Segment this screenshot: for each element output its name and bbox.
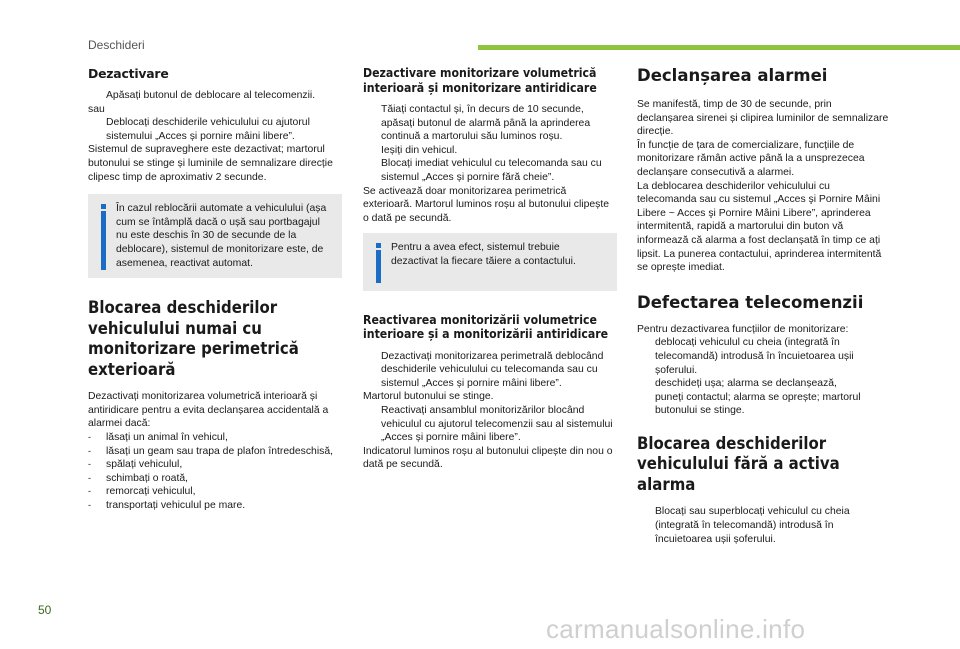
- bullet-icon: [88, 116, 106, 143]
- bullet-icon: [637, 391, 655, 418]
- heading-reactivare: Reactivarea monitorizării volumetrice interioare și a monitorizării antiridicare: [363, 312, 609, 342]
- list-item: - transportați vehiculul pe mare.: [88, 499, 246, 511]
- bullet-item: puneți contactul; alarma se oprește; martorul butonului se stinge.: [637, 391, 891, 418]
- section-header-bar: [478, 45, 960, 50]
- heading-dezactivare-volumetrica: Dezactivare monitorizare volumetrică interioară și monitorizare antiridicare: [363, 66, 597, 95]
- bullet-icon: [637, 505, 655, 546]
- heading-dezactivare: Dezactivare: [88, 66, 169, 81]
- info-box: [88, 194, 342, 278]
- info-icon: [98, 204, 108, 270]
- heading-declansarea-alarmei: Declanșarea alarmei: [637, 66, 828, 85]
- bullet-item: Apăsați butonul de deblocare al telecomenzii.: [88, 89, 342, 103]
- bullet-item: Ieșiți din vehicul.: [363, 144, 617, 158]
- watermark: carmanualsonline.info: [546, 614, 806, 644]
- bullet-item: Dezactivați monitorizarea perimetrală deblocând deschiderile vehiculului cu telecomanda sau cu sistemul „Acces și pornire mâini libere”.: [363, 350, 617, 391]
- bullet-icon: [637, 336, 655, 377]
- bullet-item: Reactivați ansamblul monitorizărilor blocând vehiculul cu ajutorul telecomenzii sau al sistemului „Acces și pornire mâini libere”.: [363, 404, 617, 445]
- paragraph: La deblocarea deschiderilor vehiculului cu telecomanda sau cu sistemul „Acces şi Pornire Mâini Libere ~ Acces şi Pornire Mâini Libere”, aprinderea intermitentă, rapidă a martorului din buton vă informează că alarma a fost declanșată în timp ce ați lipsit. La punerea contactului, aprinderea intermitentă se oprește imediat.: [637, 180, 882, 274]
- paragraph: Se activează doar monitorizarea perimetrică exterioară. Martorul luminos roșu al butonului clipește o dată pe secundă.: [363, 185, 610, 224]
- page-number: 50: [38, 603, 52, 617]
- info-text: Pentru a avea efect, sistemul trebuie dezactivat la fiecare tăiere a contactului.: [391, 242, 576, 267]
- bullet-item: Deblocați deschiderile vehiculului cu ajutorul sistemului „Acces și pornire mâini libere”.: [88, 116, 342, 143]
- bullet-item: Tăiați contactul și, în decurs de 10 secunde, apăsați butonul de alarmă până la aprinderea continuă a martorului său luminos roșu.: [363, 103, 617, 144]
- heading-blocare-perimetrica: Blocarea deschiderilor vehiculului numai cu monitorizare perimetrică exterioară: [88, 298, 299, 380]
- paragraph: Indicatorul luminos roșu al butonului clipește din nou o dată pe secundă.: [363, 445, 613, 471]
- paragraph: Se manifestă, timp de 30 de secunde, prin declanșarea sirenei și clipirea luminilor de semnalizare direcție.: [637, 99, 889, 138]
- bullet-icon: [637, 377, 655, 391]
- bullet-icon: [363, 144, 381, 158]
- column-3: [637, 66, 891, 546]
- heading-defectarea-telecomenzii: Defectarea telecomenzii: [637, 292, 864, 312]
- paragraph: Martorul butonului se stinge.: [363, 391, 494, 403]
- bullet-icon: [363, 404, 381, 445]
- bullet-item: Blocați imediat vehiculul cu telecomanda sau cu sistemul „Acces și pornire fără cheie”.: [363, 157, 617, 184]
- paragraph: Sistemul de supraveghere este dezactivat; martorul butonului se stinge și luminile de semnalizare direcție clipesc timp de aproximativ 2 secunde.: [88, 144, 333, 183]
- info-icon: [373, 243, 383, 282]
- list-item: - lăsați un animal în vehicul,: [88, 431, 228, 443]
- bullet-item: deschideți ușa; alarma se declanșează,: [637, 377, 891, 391]
- list-item: - lăsați un geam sau trapa de plafon întredeschisă,: [88, 445, 334, 457]
- column-2: [363, 66, 617, 472]
- paragraph: Dezactivați monitorizarea volumetrică interioară și antiridicare pentru a evita declanșarea accidentală a alarmei dacă:: [88, 391, 329, 430]
- info-text: În cazul reblocării automate a vehiculului (așa cum se întâmplă dacă o ușă sau portbagajul nu este deschis în 30 de secunde de la deblocare), sistemul de monitorizare este, de asemenea, reactivat automat.: [116, 203, 327, 269]
- list-item: - schimbați o roată,: [88, 472, 189, 484]
- info-box: [363, 233, 617, 290]
- bullet-icon: [363, 103, 381, 144]
- bullet-icon: [363, 350, 381, 391]
- section-title: Deschideri: [88, 38, 145, 52]
- list-item: - remorcați vehiculul,: [88, 486, 196, 498]
- paragraph: În funcție de țara de comercializare, funcțiile de monitorizare rămân active până la a unsprezecea declanșare consecutivă a alarmei.: [637, 139, 865, 178]
- list-item: - spălați vehiculul,: [88, 459, 183, 471]
- bullet-item: Blocați sau superblocați vehiculul cu cheia (integrată în telecomandă) introdusă în încuietoarea ușii șoferului.: [637, 505, 891, 546]
- column-1: [88, 66, 342, 512]
- paragraph: Pentru dezactivarea funcțiilor de monitorizare:: [637, 323, 849, 335]
- heading-blocare-fara-alarma: Blocarea deschiderilor vehiculului fără a activa alarma: [637, 433, 840, 495]
- bullet-icon: [88, 89, 106, 103]
- bullet-icon: [363, 157, 381, 184]
- bullet-item: deblocați vehiculul cu cheia (integrată în telecomandă) introdusă în încuietoarea ușii șoferului.: [637, 336, 891, 377]
- text-sau: sau: [88, 103, 105, 115]
